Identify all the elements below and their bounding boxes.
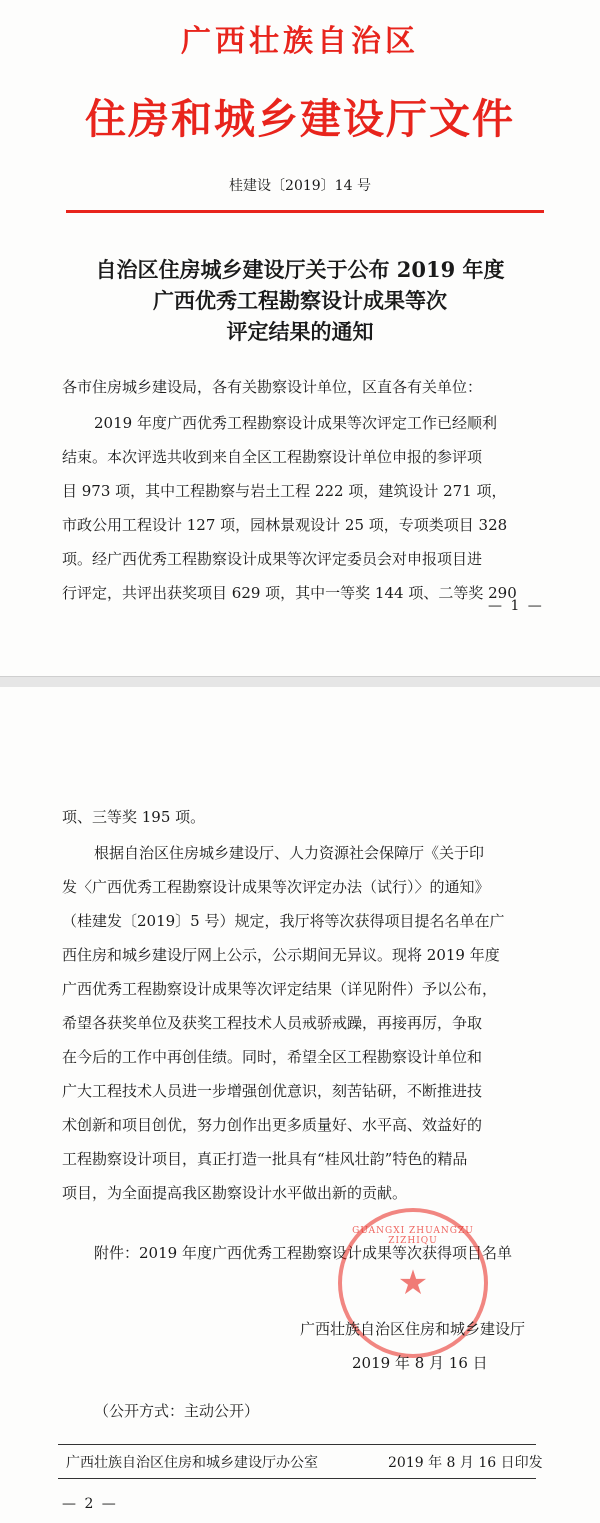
addressee: 各市住房城乡建设局，各有关勘察设计单位，区直各有关单位： bbox=[62, 378, 483, 396]
paragraph-line: 广西优秀工程勘察设计成果等次评定结果（详见附件）予以公布， bbox=[62, 980, 498, 998]
paragraph-line: 项。经广西优秀工程勘察设计成果等次评定委员会对申报项目进 bbox=[62, 550, 483, 568]
signature-organization: 广西壮族自治区住房和城乡建设厅 bbox=[300, 1320, 526, 1338]
attachment-line: 附件：2019 年度广西优秀工程勘察设计成果等次获得项目名单 bbox=[94, 1244, 512, 1262]
seal-text: GUANGXI ZHUANGZU ZIZHIQU bbox=[352, 1226, 474, 1246]
paragraph-line: 西住房和城乡建设厅网上公示，公示期间无异议。现将 2019 年度 bbox=[62, 946, 500, 964]
paragraph-line: 市政公用工程设计 127 项，园林景观设计 25 项，专项类项目 328 bbox=[62, 516, 508, 534]
paragraph-line: 广大工程技术人员进一步增强创优意识，刻苦钻研，不断推进技 bbox=[62, 1082, 483, 1100]
title-line-1: 自治区住房城乡建设厅关于公布 2019 年度 bbox=[95, 257, 505, 282]
paragraph-line: 希望各获奖单位及获奖工程技术人员戒骄戒躁，再接再厉，争取 bbox=[62, 1014, 483, 1032]
paragraph-line: 项目，为全面提高我区勘察设计水平做出新的贡献。 bbox=[62, 1184, 408, 1202]
document-page-1 bbox=[0, 0, 600, 676]
paragraph-line: 在今后的工作中再创佳绩。同时，希望全区工程勘察设计单位和 bbox=[62, 1048, 483, 1066]
paragraph-line: 结束。本次评选共收到来自全区工程勘察设计单位申报的参评项 bbox=[62, 448, 483, 466]
paragraph-line: 根据自治区住房城乡建设厅、人力资源社会保障厅《关于印 bbox=[94, 844, 485, 862]
paragraph-line: 发〈广西优秀工程勘察设计成果等次评定办法（试行）〉的通知》 bbox=[62, 878, 490, 896]
paragraph-line: 行评定，共评出获奖项目 629 项，其中一等奖 144 项、二等奖 290 bbox=[62, 584, 517, 602]
footer-top-rule bbox=[58, 1444, 536, 1445]
title-line-2: 广西优秀工程勘察设计成果等次 bbox=[153, 288, 447, 313]
paragraph-line: 2019 年度广西优秀工程勘察设计成果等次评定工作已经顺利 bbox=[94, 414, 497, 432]
issuer-department: 住房和城乡建设厅文件 bbox=[85, 95, 515, 143]
signature-date: 2019 年 8 月 16 日 bbox=[352, 1354, 488, 1372]
footer-print-date: 2019 年 8 月 16 日印发 bbox=[388, 1455, 543, 1471]
title-line-3: 评定结果的通知 bbox=[226, 319, 374, 344]
footer-bottom-rule bbox=[58, 1478, 536, 1479]
footer-office: 广西壮族自治区住房和城乡建设厅办公室 bbox=[66, 1455, 318, 1471]
disclosure-method: （公开方式：主动公开） bbox=[94, 1402, 260, 1420]
paragraph-line: 工程勘察设计项目，真正打造一批具有“桂风壮韵”特色的精品 bbox=[62, 1150, 468, 1168]
seal-star-icon: ★ bbox=[397, 1263, 429, 1303]
paragraph-line: 目 973 项，其中工程勘察与岩土工程 222 项，建筑设计 271 项， bbox=[62, 482, 507, 500]
issuer-region: 广西壮族自治区 bbox=[181, 24, 419, 59]
red-separator-line bbox=[66, 210, 544, 213]
paragraph-line: 项、三等奖 195 项。 bbox=[62, 808, 206, 826]
document-number: 桂建设〔2019〕14 号 bbox=[229, 178, 371, 194]
paragraph-line: （桂建发〔2019〕5 号）规定，我厅将等次获得项目提名名单在广 bbox=[62, 912, 505, 930]
paragraph-line: 术创新和项目创优，努力创作出更多质量好、水平高、效益好的 bbox=[62, 1116, 483, 1134]
page-number: — 1 — bbox=[488, 598, 544, 614]
page-number: — 2 — bbox=[62, 1496, 118, 1512]
notice-title bbox=[0, 254, 600, 347]
